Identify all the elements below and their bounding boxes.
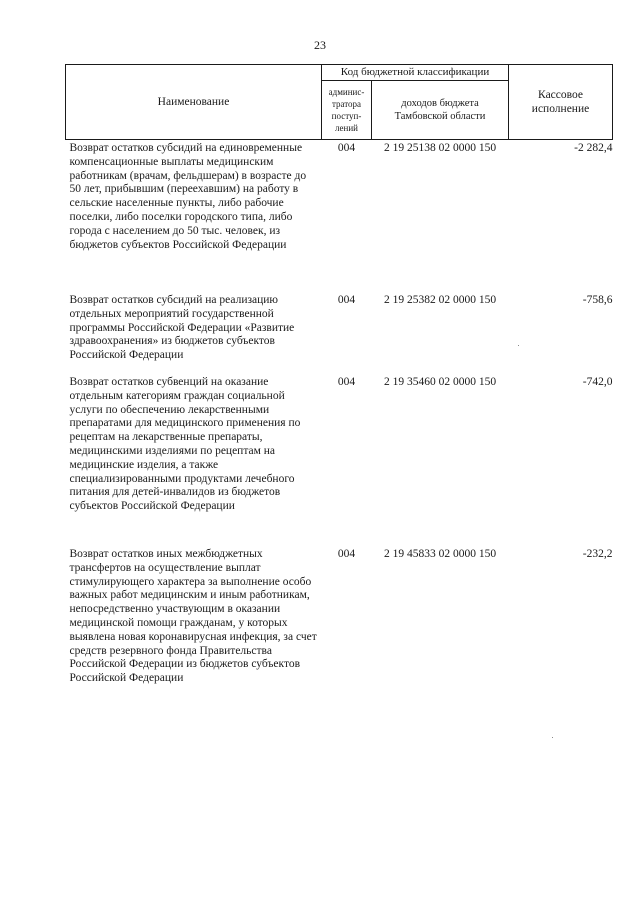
row-admin-code: 004 bbox=[337, 294, 356, 306]
row-execution: -742,0 bbox=[582, 376, 613, 388]
header-name: Наименование bbox=[66, 65, 322, 140]
scan-speck bbox=[552, 737, 553, 738]
row-admin-code: 004 bbox=[337, 142, 356, 154]
table-row bbox=[66, 374, 613, 546]
table-row bbox=[66, 140, 613, 293]
row-admin-code: 004 bbox=[337, 376, 356, 388]
table-row bbox=[66, 292, 613, 374]
row-income-code: 2 19 25138 02 0000 150 bbox=[383, 142, 497, 154]
header-income bbox=[372, 81, 509, 140]
table-body bbox=[66, 140, 613, 714]
row-execution: -2 282,4 bbox=[574, 142, 613, 154]
table-row bbox=[66, 546, 613, 713]
row-name: Возврат остатков субсидий на единовременные компенсационные выплаты медицинским работникам (врачам, фельдшерам) в возрасте до 50 лет, прибывшим (переехавшим) на работу в сельские населенные пункты, либо рабочие поселки, либо поселки городского типа, либо города с населением до 50 тыс. человек, из бюджетов субъектов Российской Федерации bbox=[69, 142, 307, 251]
scan-speck bbox=[518, 345, 519, 346]
row-execution: -758,6 bbox=[582, 294, 613, 306]
header-admin-line: тратора bbox=[331, 99, 362, 109]
row-admin-code: 004 bbox=[337, 548, 356, 560]
header-income-line: доходов бюджета bbox=[401, 98, 479, 109]
budget-execution-table bbox=[65, 64, 613, 713]
row-income-code: 2 19 45833 02 0000 150 bbox=[383, 548, 497, 560]
header-execution-line: исполнение bbox=[531, 103, 590, 115]
row-income-code: 2 19 35460 02 0000 150 bbox=[383, 376, 497, 388]
header-admin bbox=[322, 81, 372, 140]
header-admin-line: поступ- bbox=[331, 111, 362, 121]
table-header bbox=[66, 65, 613, 140]
header-code-group: Код бюджетной классификации bbox=[322, 65, 509, 81]
row-name: Возврат остатков субсидий на реализацию отдельных мероприятий государственной программы Российской Федерации «Развитие здравоохранения» из бюджетов субъектов Российской Федерации bbox=[69, 294, 295, 362]
page-number: 23 bbox=[314, 38, 326, 52]
header-execution-line: Кассовое bbox=[538, 89, 583, 101]
header-admin-line: админис- bbox=[328, 87, 365, 97]
row-income-code: 2 19 25382 02 0000 150 bbox=[383, 294, 497, 306]
header-execution bbox=[509, 65, 613, 140]
row-execution: -232,2 bbox=[582, 548, 613, 560]
header-income-line: Тамбовской области bbox=[394, 111, 486, 122]
row-name: Возврат остатков субвенций на оказание отдельным категориям граждан социальной услуги по обеспечению лекарственными препаратами для медицинского применения по рецептам на лекарственные препараты, медицинскими изделиями по рецептам на медицинские изделия, а также специализированными продуктами лечебного питания для детей-инвалидов из бюджетов субъектов Российской Федерации bbox=[69, 376, 301, 513]
row-name: Возврат остатков иных межбюджетных трансфертов на осуществление выплат стимулирующего характера за выполнение особо важных работ медицинским и иным работникам, непосредственно участвующим в оказании медицинской помощи гражданам, у которых выявлена новая коронавирусная инфекция, за счет средств резервного фонда Правительства Российской Федерации из бюджетов субъектов Российской Федерации bbox=[69, 548, 317, 685]
header-admin-line: лений bbox=[335, 123, 358, 133]
